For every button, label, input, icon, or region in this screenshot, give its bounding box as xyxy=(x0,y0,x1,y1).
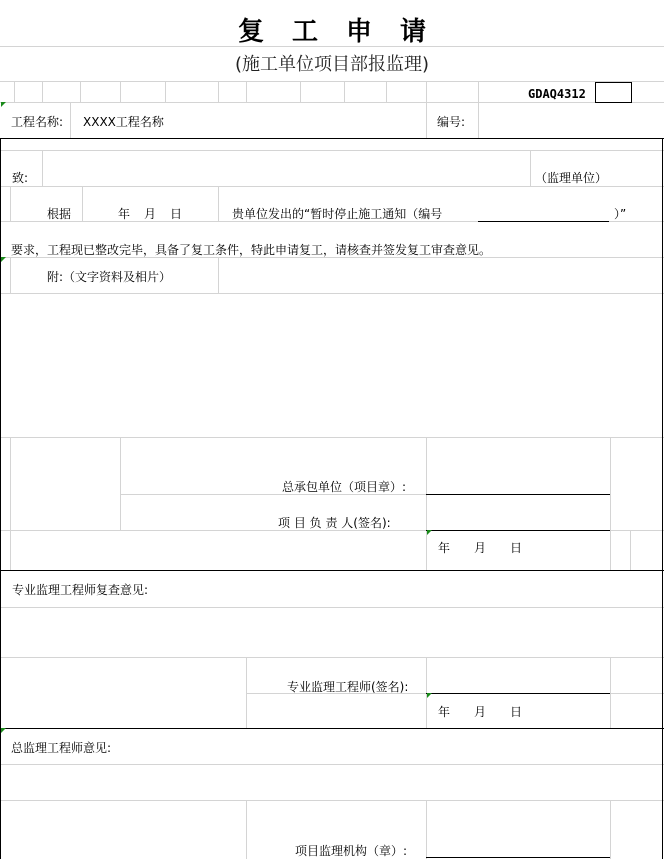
grid-line xyxy=(14,81,15,102)
grid-line xyxy=(344,81,345,102)
project-manager-label: 项 目 负 责 人(签名): xyxy=(278,516,391,530)
doc-code-box[interactable] xyxy=(595,82,632,103)
grid-line xyxy=(10,257,11,293)
grid-line xyxy=(0,437,664,438)
section-border xyxy=(0,138,664,139)
grid-line xyxy=(0,657,664,658)
manager-sign-field[interactable] xyxy=(428,497,608,528)
grid-line xyxy=(610,437,611,570)
grid-line xyxy=(42,81,43,102)
supervisor-unit-field[interactable] xyxy=(43,152,529,185)
grid-line xyxy=(165,81,166,102)
request-text: 要求，工程现已整改完毕，具备了复工条件，特此申请复工，请核查并签发复工审查意见。 xyxy=(11,243,492,257)
grid-line xyxy=(120,437,121,530)
grid-line xyxy=(82,186,83,221)
attachment-label: 附:（文字资料及相片） xyxy=(47,270,172,284)
grid-line xyxy=(246,800,247,859)
grid-line xyxy=(10,437,11,570)
cell-marker xyxy=(427,530,432,535)
contractor-seal-field[interactable] xyxy=(428,440,608,492)
engineer-date: 年 月 日 xyxy=(438,705,523,719)
number-field[interactable] xyxy=(479,104,661,136)
notice-number-field[interactable] xyxy=(479,188,609,220)
grid-line xyxy=(0,764,664,765)
supervisor-unit-note: （监理单位） xyxy=(535,171,608,185)
grid-line xyxy=(426,437,427,570)
grid-line xyxy=(218,257,219,293)
engineer-sign-field[interactable] xyxy=(428,660,608,691)
grid-line xyxy=(120,81,121,102)
cell-marker xyxy=(1,728,6,733)
contractor-date: 年 月 日 xyxy=(438,541,523,555)
grid-line xyxy=(630,530,631,570)
to-label: 致: xyxy=(12,171,29,185)
project-name-value[interactable]: XXXX工程名称 xyxy=(83,115,164,129)
contractor-label: 总承包单位（项目章）: xyxy=(282,480,407,494)
grid-line xyxy=(426,800,427,859)
section-border xyxy=(0,138,1,859)
grid-line xyxy=(478,81,479,102)
cell-marker xyxy=(1,102,6,107)
grid-line xyxy=(0,257,664,258)
grid-line xyxy=(610,657,611,728)
grid-line xyxy=(530,150,531,186)
org-seal-underline xyxy=(426,857,610,858)
grid-line xyxy=(80,81,81,102)
engineer-review-label: 专业监理工程师复查意见: xyxy=(12,583,149,597)
grid-line xyxy=(246,657,247,728)
chief-opinion-field[interactable] xyxy=(2,766,660,798)
grid-line xyxy=(0,150,664,151)
grid-line xyxy=(0,800,664,801)
grid-line xyxy=(610,800,611,859)
grid-line xyxy=(0,186,664,187)
number-label: 编号: xyxy=(437,115,466,129)
section-border xyxy=(0,570,664,571)
basis-label: 根据 xyxy=(47,207,72,221)
notice-text: 贵单位发出的“暂时停止施工通知（编号 xyxy=(232,207,443,221)
grid-line xyxy=(10,186,11,221)
engineer-sign-underline xyxy=(426,693,610,694)
grid-line xyxy=(246,81,247,102)
notice-number-underline xyxy=(478,221,609,222)
manager-sign-underline xyxy=(426,530,610,531)
grid-line xyxy=(0,293,664,294)
form-title: 复工申请 xyxy=(237,17,454,47)
grid-line xyxy=(300,81,301,102)
project-name-label: 工程名称: xyxy=(11,115,64,129)
doc-code: GDAQ4312 xyxy=(528,87,586,101)
grid-line xyxy=(426,81,427,102)
org-seal-field[interactable] xyxy=(428,803,608,855)
grid-line xyxy=(218,81,219,102)
cell-marker xyxy=(1,257,6,262)
grid-line xyxy=(426,102,427,138)
contractor-seal-underline xyxy=(426,494,610,495)
grid-line xyxy=(0,81,664,82)
cell-marker xyxy=(427,693,432,698)
grid-line xyxy=(120,494,426,495)
section-border xyxy=(662,138,663,859)
form-subtitle: (施工单位项目部报监理) xyxy=(234,54,430,75)
grid-line xyxy=(386,81,387,102)
supervision-org-label: 项目监理机构（章）: xyxy=(295,844,408,858)
engineer-sign-label: 专业监理工程师(签名): xyxy=(287,680,409,694)
grid-line xyxy=(70,102,71,138)
grid-line xyxy=(0,607,664,608)
grid-line xyxy=(0,102,664,103)
chief-opinion-label: 总监理工程师意见: xyxy=(11,741,112,755)
grid-line xyxy=(218,186,219,221)
notice-close: ）” xyxy=(614,207,627,221)
engineer-review-field[interactable] xyxy=(2,609,660,655)
section-border xyxy=(0,728,664,729)
notice-date: 年 月 日 xyxy=(118,207,184,221)
